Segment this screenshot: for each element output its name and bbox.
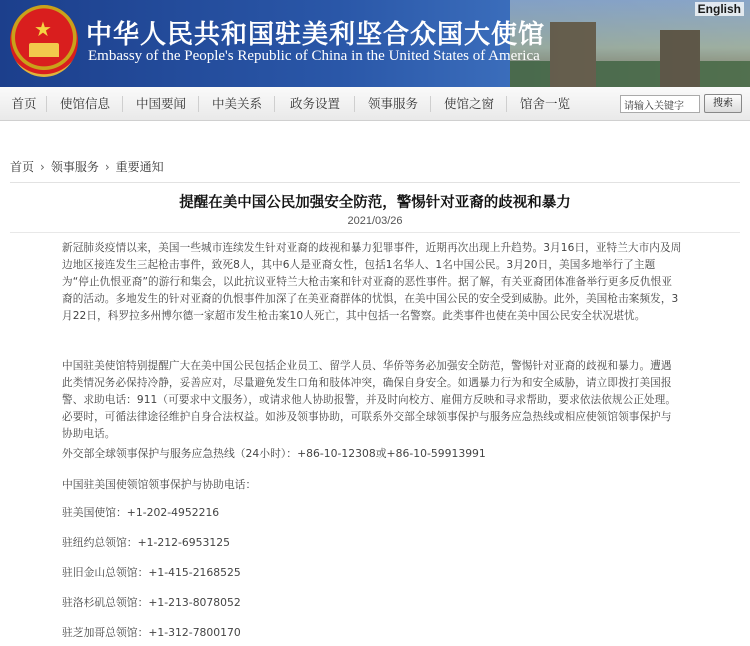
national-emblem-icon: ★ xyxy=(10,5,78,77)
nav-item-china-us-relations[interactable]: 中美关系 xyxy=(211,96,262,111)
site-title-cn: 中华人民共和国驻美利坚合众国大使馆 xyxy=(86,20,546,50)
nav-divider xyxy=(354,96,355,112)
english-link[interactable]: English xyxy=(695,2,744,16)
contact-line: 驻洛杉矶总领馆：+1-213-8078052 xyxy=(62,596,241,609)
chevron-right-icon: › xyxy=(104,160,110,174)
chevron-right-icon: › xyxy=(40,160,45,174)
divider xyxy=(10,182,740,183)
site-title-en: Embassy of the People's Republic of China in the United States of America xyxy=(88,48,540,64)
breadcrumb-important-notice[interactable]: 重要通知 xyxy=(115,160,164,174)
nav-item-china-news[interactable]: 中国要闻 xyxy=(135,96,186,111)
nav-divider xyxy=(430,96,431,112)
nav-item-embassy-info[interactable]: 使馆信息 xyxy=(59,96,110,111)
article-date: 2021/03/26 xyxy=(347,215,403,227)
contact-line: 驻纽约总领馆：+1-212-6953125 xyxy=(62,536,230,549)
breadcrumb-consular-services[interactable]: 领事服务 xyxy=(50,160,99,174)
contact-line: 驻美国使馆：+1-202-4952216 xyxy=(62,506,220,519)
nav-item-premises[interactable]: 馆舍一览 xyxy=(519,96,570,111)
breadcrumb xyxy=(10,158,164,175)
divider xyxy=(10,232,740,233)
header-banner xyxy=(0,0,750,87)
nav-item-consular-services[interactable]: 领事服务 xyxy=(367,96,418,111)
breadcrumb-home[interactable]: 首页 xyxy=(10,160,35,174)
search-button[interactable]: 搜索 xyxy=(704,94,742,113)
nav-divider xyxy=(198,96,199,112)
nav-divider xyxy=(122,96,123,112)
article-title: 提醒在美中国公民加强安全防范，警惕针对亚裔的歧视和暴力 xyxy=(179,195,571,211)
article-paragraph-1: 新冠肺炎疫情以来，美国一些城市连续发生针对亚裔的歧视和暴力犯罪事件，近期再次出现上升趋势。3月16日，亚特兰大市内及周边地区接连发生三起枪击事件，致死8人，其中6人是亚裔女性，包括1名华人、1名中国公民。3月20日，美国多地举行了主题为“停止仇恨亚裔”的游行和集会，以此抗议亚特兰大枪击案和针对亚裔的恶性事件。据了解，有关亚裔团体准备举行更多反仇恨亚裔的活动。多地发生的针对亚裔的仇恨事件加深了在美亚裔群体的忧惧，在美中国公民的安全受到威胁。此外，美国枪击案频发，3月22日，科罗拉多州博尔德一家超市发生枪击案10人死亡，其中包括一名警察。此类事件也使在美中国公民安全状况堪忧。 xyxy=(62,242,682,322)
hotline-text: 外交部全球领事保护与服务应急热线（24小时）：+86-10-12308或+86-10-59913991 xyxy=(62,447,486,460)
nav-item-government-affairs[interactable]: 政务设置 xyxy=(289,96,340,111)
nav-divider xyxy=(274,96,275,112)
contact-line: 驻芝加哥总领馆：+1-312-7800170 xyxy=(62,626,241,639)
contact-line: 驻旧金山总领馆：+1-415-2168525 xyxy=(62,566,241,579)
nav-divider xyxy=(506,96,507,112)
contacts-heading: 中国驻美国使领馆领事保护与协助电话： xyxy=(62,478,257,491)
nav-item-embassy-window[interactable]: 使馆之窗 xyxy=(443,96,494,111)
article-paragraph-2: 中国驻美使馆特别提醒广大在美中国公民包括企业员工、留学人员、华侨等务必加强安全防范，警惕针对亚裔的歧视和暴力。遭遇此类情况务必保持冷静，妥善应对，尽量避免发生口角和肢体冲突，确保自身安全。如遇暴力行为和安全威胁，请立即拨打美国报警、求助电话：911（可要求中文服务），或请求他人协助报警，并及时向校方、雇佣方反映和寻求帮助，要求依法依规公正处理。必要时，可循法律途径维护自身合法权益。如涉及领事协助，可联系外交部全球领事保护与服务应急热线或相应使领馆领事保护与协助电话。 xyxy=(62,360,677,440)
search-input[interactable] xyxy=(620,95,700,113)
nav-item-home[interactable]: 首页 xyxy=(11,96,37,111)
nav-divider xyxy=(46,96,47,112)
main-nav xyxy=(0,87,750,121)
